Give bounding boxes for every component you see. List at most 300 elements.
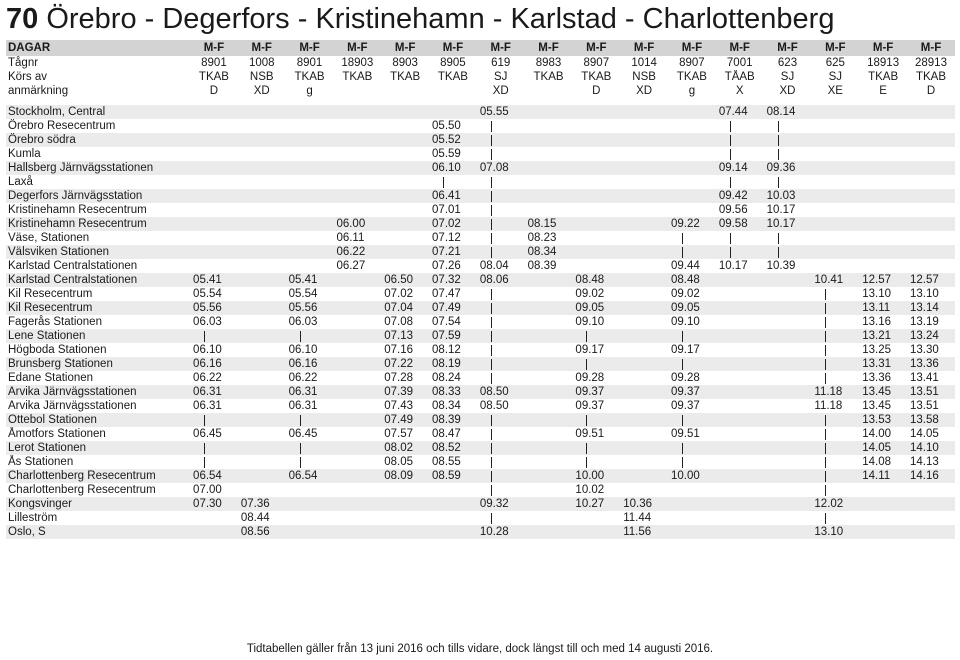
meta-value: 18903 <box>341 57 374 69</box>
departure-time <box>668 147 716 161</box>
stop-name: Högboda Stationen <box>8 344 107 356</box>
departure-time: 10.03 <box>764 189 812 203</box>
stop-row <box>6 189 955 203</box>
pass-through-marker <box>811 469 859 483</box>
departure-time <box>381 525 429 539</box>
meta-label: anmärkning <box>8 85 69 97</box>
departure-time <box>525 301 573 315</box>
departure-time <box>525 525 573 539</box>
pass-through-marker <box>286 413 334 427</box>
departure-time <box>381 259 429 273</box>
departure-time: 09.36 <box>764 161 812 175</box>
departure-time: 07.49 <box>381 413 429 427</box>
departure-time <box>764 343 812 357</box>
departure-time <box>572 231 620 245</box>
departure-time <box>525 497 573 511</box>
departure-time <box>238 203 286 217</box>
departure-time: 08.34 <box>525 245 573 259</box>
stop-row <box>6 343 955 357</box>
departure-time <box>859 175 907 189</box>
departure-time <box>381 497 429 511</box>
departure-time: 09.37 <box>671 400 700 412</box>
departure-time <box>286 497 334 511</box>
meta-value: g <box>688 85 696 97</box>
stop-name: Charlottenberg Resecentrum <box>8 484 156 496</box>
departure-time: 06.22 <box>288 372 318 384</box>
departure-time: 10.02 <box>575 484 605 496</box>
pass-through-marker <box>477 315 525 329</box>
meta-value: XE <box>827 85 843 97</box>
departure-time: 07.08 <box>477 161 525 175</box>
departure-time: 08.24 <box>432 372 461 384</box>
departure-time: 14.11 <box>859 469 907 483</box>
departure-time: 08.06 <box>477 273 525 287</box>
departure-time <box>238 399 286 413</box>
departure-time <box>716 441 764 455</box>
departure-time: 07.39 <box>381 385 429 399</box>
departure-time <box>620 441 668 455</box>
stop-name: Fagerås Stationen <box>8 316 102 328</box>
meta-value: D <box>592 85 601 97</box>
stop-row <box>6 105 955 119</box>
departure-time <box>525 119 573 133</box>
pass-through-marker <box>668 455 716 469</box>
departure-time: 11.18 <box>814 400 843 412</box>
departure-time: 10.36 <box>620 497 668 511</box>
departure-time: 12.57 <box>907 273 955 287</box>
departure-time <box>238 259 286 273</box>
departure-time <box>811 175 859 189</box>
departure-time <box>190 147 238 161</box>
meta-value: 8905 <box>440 57 466 69</box>
pass-through-marker <box>716 175 764 189</box>
pass-through-marker <box>811 357 859 371</box>
departure-time <box>333 203 381 217</box>
departure-time: 06.10 <box>288 344 318 356</box>
departure-time <box>238 329 286 343</box>
departure-time <box>572 119 620 133</box>
departure-time <box>333 343 381 357</box>
departure-time: 07.21 <box>429 245 477 259</box>
departure-time <box>525 147 573 161</box>
pass-through-marker <box>668 357 716 371</box>
meta-value: 7001 <box>726 57 753 69</box>
departure-time <box>716 497 764 511</box>
pass-through-marker <box>764 175 812 189</box>
departure-time <box>620 469 668 483</box>
departure-time <box>190 217 238 231</box>
pass-through-marker <box>477 189 525 203</box>
departure-time: 10.17 <box>764 217 812 231</box>
departure-time: 13.58 <box>907 413 955 427</box>
departure-time: 09.37 <box>668 385 716 399</box>
departure-time <box>668 105 716 119</box>
departure-time <box>525 399 573 413</box>
departure-time <box>620 217 668 231</box>
meta-value <box>333 84 381 98</box>
meta-row <box>6 70 955 84</box>
departure-time <box>716 483 764 497</box>
departure-time: 08.50 <box>477 385 525 399</box>
departure-time <box>238 105 286 119</box>
departure-time <box>668 119 716 133</box>
departure-time <box>716 385 764 399</box>
pass-through-marker <box>811 315 859 329</box>
departure-time: 09.02 <box>671 288 700 300</box>
departure-time: 08.59 <box>429 469 477 483</box>
departure-time: 06.16 <box>190 357 238 371</box>
departure-time: 07.13 <box>381 329 429 343</box>
departure-time <box>525 343 573 357</box>
departure-time <box>525 441 573 455</box>
departure-time <box>859 189 907 203</box>
departure-time: 10.41 <box>811 273 859 287</box>
departure-time: 09.44 <box>671 260 700 272</box>
departure-time <box>572 245 620 259</box>
page-title <box>6 1 834 37</box>
departure-time: 09.14 <box>716 161 764 175</box>
pass-through-marker <box>811 483 859 497</box>
departure-time <box>907 119 955 133</box>
departure-time: 08.23 <box>527 232 557 244</box>
meta-value: E <box>879 85 887 97</box>
departure-time <box>859 105 907 119</box>
stop-name: Karlstad Centralstationen <box>8 260 138 272</box>
departure-time <box>907 147 955 161</box>
departure-time: 08.14 <box>764 105 812 119</box>
pass-through-marker <box>811 427 859 441</box>
departure-time <box>620 483 668 497</box>
departure-time <box>668 189 716 203</box>
stop-row <box>6 497 955 511</box>
departure-time: 07.26 <box>432 260 461 272</box>
departure-time <box>620 329 668 343</box>
departure-time: 09.10 <box>575 316 605 328</box>
departure-time <box>333 301 381 315</box>
departure-time <box>907 189 955 203</box>
departure-time: 05.54 <box>193 288 222 300</box>
departure-time: 09.28 <box>671 372 700 384</box>
departure-time <box>620 147 668 161</box>
stop-row <box>6 273 955 287</box>
days-header-row <box>6 40 955 56</box>
departure-time <box>381 203 429 217</box>
departure-time <box>238 119 286 133</box>
pass-through-marker <box>668 231 716 245</box>
departure-time <box>907 259 955 273</box>
day-header: M-F <box>286 40 334 56</box>
departure-time <box>859 133 907 147</box>
departure-time <box>859 497 907 511</box>
departure-time <box>668 133 716 147</box>
departure-time <box>238 413 286 427</box>
departure-time <box>333 329 381 343</box>
meta-value: 18913 <box>867 57 900 69</box>
pass-through-marker <box>286 329 334 343</box>
days-label: DAGAR <box>6 40 190 56</box>
departure-time <box>572 259 620 273</box>
departure-time <box>811 119 859 133</box>
departure-time <box>716 399 764 413</box>
departure-time: 09.51 <box>575 428 605 440</box>
departure-time <box>811 133 859 147</box>
departure-time <box>238 245 286 259</box>
departure-time <box>859 525 907 539</box>
departure-time: 08.48 <box>668 273 716 287</box>
departure-time <box>381 133 429 147</box>
departure-time: 06.50 <box>381 273 429 287</box>
departure-time <box>811 189 859 203</box>
departure-time <box>333 413 381 427</box>
departure-time <box>572 525 620 539</box>
stop-name: Degerfors Järnvägsstation <box>6 189 190 203</box>
departure-time <box>333 175 381 189</box>
departure-time <box>286 525 334 539</box>
meta-row <box>6 84 955 98</box>
departure-time <box>620 175 668 189</box>
departure-time: 09.10 <box>671 316 700 328</box>
stop-name: Charlottenberg Resecentrum <box>6 469 190 483</box>
departure-time: 07.12 <box>432 232 461 244</box>
departure-time: 13.25 <box>862 344 891 356</box>
day-header: M-F <box>620 40 668 56</box>
departure-time <box>716 287 764 301</box>
departure-time <box>764 357 812 371</box>
meta-value: 8901 <box>201 57 227 69</box>
departure-time: 13.41 <box>910 372 939 384</box>
departure-time: 10.00 <box>668 469 716 483</box>
pass-through-marker <box>477 455 525 469</box>
stop-row <box>6 385 955 399</box>
departure-time <box>238 147 286 161</box>
departure-time <box>859 231 907 245</box>
departure-time: 05.54 <box>288 288 318 300</box>
departure-time <box>572 105 620 119</box>
stop-row <box>6 427 955 441</box>
departure-time: 08.39 <box>527 260 557 272</box>
departure-time <box>381 175 429 189</box>
departure-time: 08.19 <box>429 357 477 371</box>
stop-row <box>6 119 955 133</box>
departure-time: 06.54 <box>286 469 334 483</box>
departure-time: 13.10 <box>910 288 939 300</box>
departure-time <box>429 483 477 497</box>
departure-time: 09.37 <box>575 400 605 412</box>
pass-through-marker <box>764 245 812 259</box>
departure-time <box>716 455 764 469</box>
departure-time <box>668 161 716 175</box>
departure-time <box>716 469 764 483</box>
pass-through-marker <box>716 119 764 133</box>
stop-row <box>6 413 955 427</box>
departure-time: 14.16 <box>907 469 955 483</box>
stop-name: Stockholm, Central <box>6 105 190 119</box>
departure-time <box>859 259 907 273</box>
departure-time <box>716 273 764 287</box>
departure-time <box>381 511 429 525</box>
departure-time: 12.02 <box>811 497 859 511</box>
stop-name: Karlstad Centralstationen <box>6 273 190 287</box>
meta-value: 8907 <box>583 57 610 69</box>
stop-row <box>6 217 955 231</box>
departure-time <box>238 483 286 497</box>
departure-time <box>572 133 620 147</box>
departure-time <box>381 119 429 133</box>
departure-time: 13.14 <box>907 301 955 315</box>
departure-time <box>381 161 429 175</box>
pass-through-marker <box>668 329 716 343</box>
departure-time <box>333 511 381 525</box>
departure-time: 10.28 <box>477 525 525 539</box>
departure-time <box>764 287 812 301</box>
pass-through-marker <box>716 133 764 147</box>
pass-through-marker <box>477 511 525 525</box>
meta-value: TKAB <box>198 71 229 83</box>
departure-time <box>907 161 955 175</box>
meta-value: 8983 <box>535 57 562 69</box>
departure-time <box>620 105 668 119</box>
pass-through-marker <box>811 301 859 315</box>
meta-value: TKAB <box>294 71 325 83</box>
meta-value: XD <box>492 85 509 97</box>
meta-value: NSB <box>632 71 656 83</box>
day-header: M-F <box>572 40 620 56</box>
stop-row <box>6 399 955 413</box>
departure-time <box>859 161 907 175</box>
departure-time: 07.01 <box>432 204 461 216</box>
departure-time <box>811 147 859 161</box>
stop-row <box>6 231 955 245</box>
departure-time <box>620 357 668 371</box>
stop-row <box>6 245 955 259</box>
meta-value: TKAB <box>581 71 612 83</box>
meta-value: SJ <box>828 71 843 83</box>
departure-time <box>620 399 668 413</box>
meta-value: 8903 <box>392 57 418 69</box>
meta-value: D <box>926 85 936 97</box>
departure-time: 07.02 <box>384 288 414 300</box>
departure-time <box>333 133 381 147</box>
validity-note: Tidtabellen gäller från 13 juni 2016 och tills vidare, dock längst till och med 14 augusti 2016. <box>246 643 714 655</box>
departure-time <box>859 119 907 133</box>
departure-time <box>333 497 381 511</box>
departure-time: 10.00 <box>572 469 620 483</box>
departure-time <box>716 371 764 385</box>
spacer <box>6 98 955 105</box>
departure-time <box>333 161 381 175</box>
departure-time <box>429 105 477 119</box>
departure-time <box>764 455 812 469</box>
departure-time: 05.55 <box>477 105 525 119</box>
departure-time <box>668 175 716 189</box>
departure-time <box>907 525 955 539</box>
departure-time: 14.13 <box>910 456 939 468</box>
departure-time <box>333 147 381 161</box>
departure-time: 05.41 <box>190 273 238 287</box>
meta-value: g <box>306 85 313 97</box>
pass-through-marker <box>477 469 525 483</box>
stop-row <box>6 203 955 217</box>
departure-time <box>286 133 334 147</box>
departure-time <box>286 259 334 273</box>
departure-time <box>620 413 668 427</box>
pass-through-marker <box>572 329 620 343</box>
departure-time <box>429 525 477 539</box>
departure-time <box>333 105 381 119</box>
pass-through-marker <box>477 357 525 371</box>
pass-through-marker <box>716 147 764 161</box>
pass-through-marker <box>716 245 764 259</box>
departure-time <box>668 483 716 497</box>
departure-time: 06.27 <box>336 260 366 272</box>
departure-time <box>333 441 381 455</box>
departure-time <box>811 259 859 273</box>
departure-time <box>907 217 955 231</box>
departure-time: 13.19 <box>910 316 939 328</box>
departure-time <box>238 273 286 287</box>
departure-time <box>286 147 334 161</box>
pass-through-marker <box>477 427 525 441</box>
departure-time: 08.09 <box>381 469 429 483</box>
departure-time: 07.28 <box>384 372 414 384</box>
departure-time <box>859 147 907 161</box>
timetable <box>6 40 955 539</box>
meta-value <box>381 84 429 98</box>
meta-value: 1008 <box>248 57 275 69</box>
stop-row <box>6 287 955 301</box>
departure-time <box>333 399 381 413</box>
departure-time: 13.36 <box>862 372 891 384</box>
departure-time <box>620 273 668 287</box>
pass-through-marker <box>764 133 812 147</box>
stop-row <box>6 455 955 469</box>
stop-row <box>6 161 955 175</box>
pass-through-marker <box>477 203 525 217</box>
departure-time <box>190 133 238 147</box>
departure-time <box>333 273 381 287</box>
departure-time <box>716 329 764 343</box>
departure-time: 06.22 <box>333 245 381 259</box>
stop-name: Kil Resecentrum <box>8 288 93 300</box>
departure-time: 07.36 <box>238 497 286 511</box>
departure-time: 06.41 <box>429 189 477 203</box>
stop-name: Oslo, S <box>6 525 190 539</box>
departure-time <box>572 217 620 231</box>
day-header: M-F <box>429 40 477 56</box>
pass-through-marker <box>764 119 812 133</box>
train-info <box>6 56 955 98</box>
departure-time <box>668 511 716 525</box>
departure-time: 13.45 <box>859 385 907 399</box>
stop-name: Lilleström <box>8 512 58 524</box>
departure-time <box>572 203 620 217</box>
departure-time <box>811 217 859 231</box>
departure-time <box>381 147 429 161</box>
departure-time <box>525 105 573 119</box>
departure-time <box>525 315 573 329</box>
departure-time <box>620 189 668 203</box>
departure-time <box>238 315 286 329</box>
departure-time <box>668 525 716 539</box>
meta-value: XD <box>636 85 653 97</box>
departure-time <box>190 161 238 175</box>
departure-time: 06.31 <box>190 385 238 399</box>
departure-time: 13.30 <box>910 344 939 356</box>
pass-through-marker <box>572 441 620 455</box>
departure-time <box>333 483 381 497</box>
stop-row <box>6 441 955 455</box>
departure-time: 09.17 <box>671 344 700 356</box>
